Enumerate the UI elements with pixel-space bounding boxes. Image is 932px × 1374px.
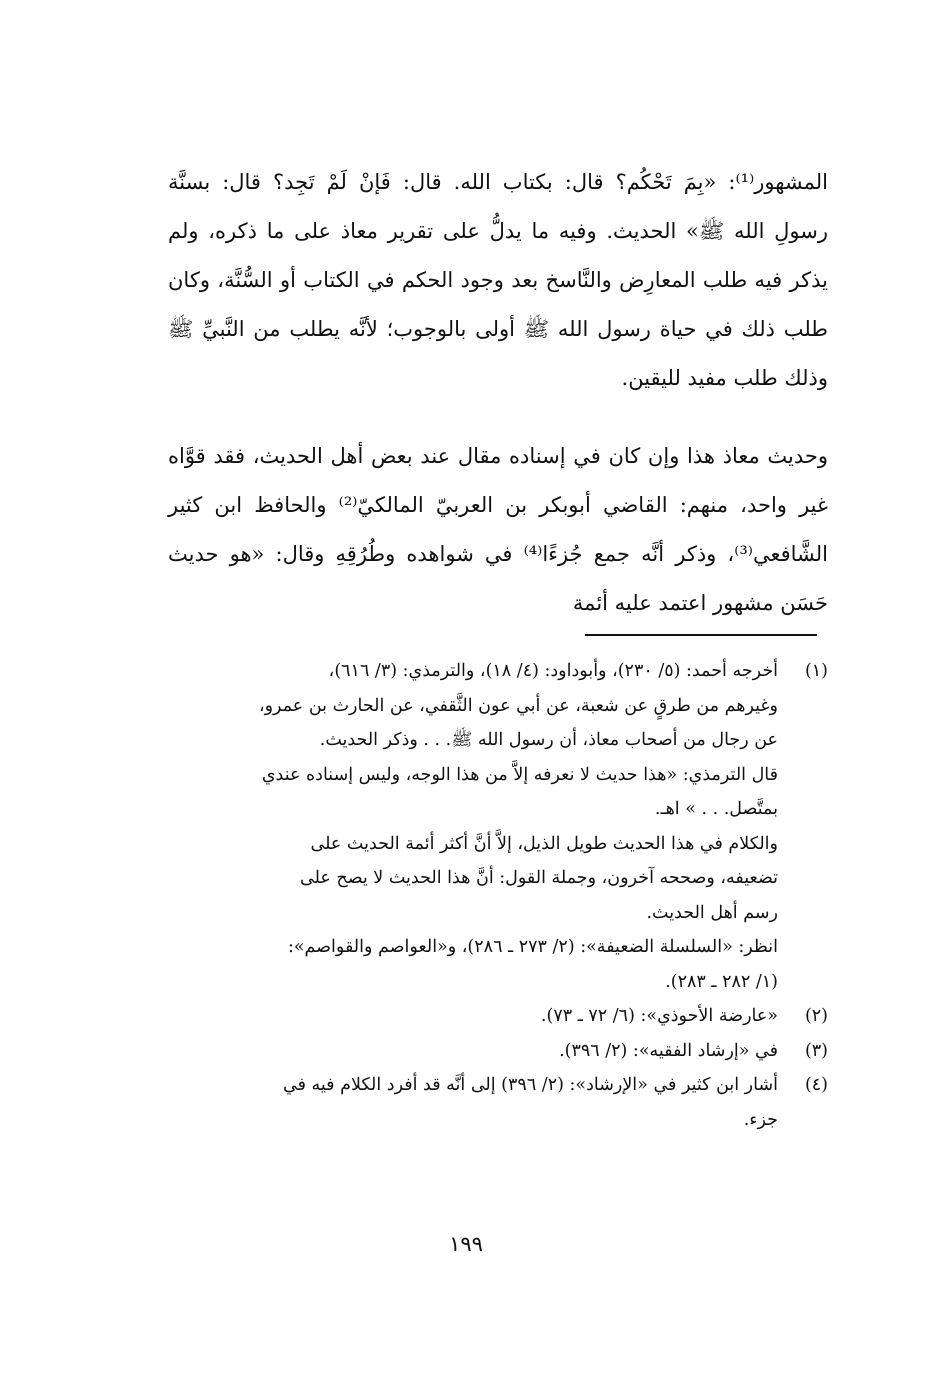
footnote-text — [168, 1068, 778, 1137]
footnote-text — [168, 999, 778, 1034]
footnote-line: تضعيفه، وصححه آخرون، وجملة القول: أنَّ هذا الحديث لا يصح على — [300, 868, 778, 888]
footnote-item — [168, 999, 828, 1034]
footnote-line: عن رجال من أصحاب معاذ، أن رسول الله ﷺ. . . وذكر الحديث. — [319, 730, 778, 750]
footnote-separator — [585, 634, 817, 636]
footnote-text — [168, 1034, 778, 1069]
footnote-line: والكلام في هذا الحديث طويل الذيل، إلاَّ أنَّ أكثر أئمة الحديث على — [310, 833, 778, 854]
footnote-item — [168, 654, 828, 999]
footnote-line: في «إرشاد الفقيه»: (٢/ ٣٩٦). — [559, 1040, 778, 1061]
body-paragraph: المشهور⁽¹⁾: «بِمَ تَحْكُم؟ قال: بكتاب الله. قال: فَإنْ لَمْ تَجِد؟ قال: بسنَّة رسولِ الله ﷺ» الحديث. وفيه ما يدلُّ على تقرير معاذ على ما ذكره، ولم يذكر فيه طلب المعارِض والنَّاسخ بعد وجود الحكم في الكتاب أو السُّنَّة، وكان طلب ذلك في حياة رسول الله ﷺ أولى بالوجوب؛ لأنَّه يطلب من النَّبيِّ ﷺ وذلك طلب مفيد لليقين. — [168, 170, 828, 390]
footnotes — [168, 654, 828, 1137]
footnote-line: (١/ ٢٨٢ ـ ٢٨٣). — [665, 971, 778, 992]
footnote-item — [168, 1034, 828, 1069]
body-paragraph: وحديث معاذ هذا وإن كان في إسناده مقال عند بعض أهل الحديث، فقد قوَّاه غير واحد، منهم: القاضي أبوبكر بن العربيّ المالكيّ⁽²⁾ والحافظ ابن كثير الشَّافعي⁽³⁾، وذكر أنَّه جمع جُزءًا⁽⁴⁾ في شواهده وطُرُقِهِ وقال: «هو حديث حَسَن مشهور اعتمد عليه أئمة — [168, 444, 828, 615]
footnote-line: رسم أهل الحديث. — [646, 902, 778, 923]
footnote-number: (٢) — [804, 1006, 828, 1026]
footnote-line: أخرجه أحمد: (٥/ ٢٣٠)، وأبوداود: (٤/ ١٨)، والترمذي: (٣/ ٦١٦)، — [328, 661, 778, 681]
footnote-text — [168, 654, 778, 999]
footnote-number: (٣) — [804, 1040, 828, 1061]
page-number: ١٩٩ — [449, 1232, 483, 1256]
footnote-line: جزء. — [743, 1109, 778, 1130]
footnote-line: قال الترمذي: «هذا حديث لا نعرفه إلاَّ من هذا الوجه، وليس إسناده عندي — [261, 764, 778, 785]
footnote-number: (١) — [804, 661, 828, 681]
footnote-line: أشار ابن كثير في «الإرشاد»: (٢/ ٣٩٦) إلى أنَّه قد أفرد الكلام فيه في — [283, 1075, 778, 1095]
footnote-item — [168, 1068, 828, 1137]
footnote-number: (٤) — [804, 1075, 828, 1095]
footnote-line: «عارضة الأحوذي»: (٦/ ٧٢ ـ ٧٣). — [540, 1006, 778, 1026]
footnote-line: انظر: «السلسلة الضعيفة»: (٢/ ٢٧٣ ـ ٢٨٦)، و«العواصم والقواصم»: — [287, 937, 778, 957]
footnote-line: وغيرهم من طرقٍ عن شعبة، عن أبي عون الثَّقفي، عن الحارث بن عمرو، — [258, 695, 778, 716]
footnote-line: بمتَّصل. . . » اهـ. — [654, 799, 778, 819]
